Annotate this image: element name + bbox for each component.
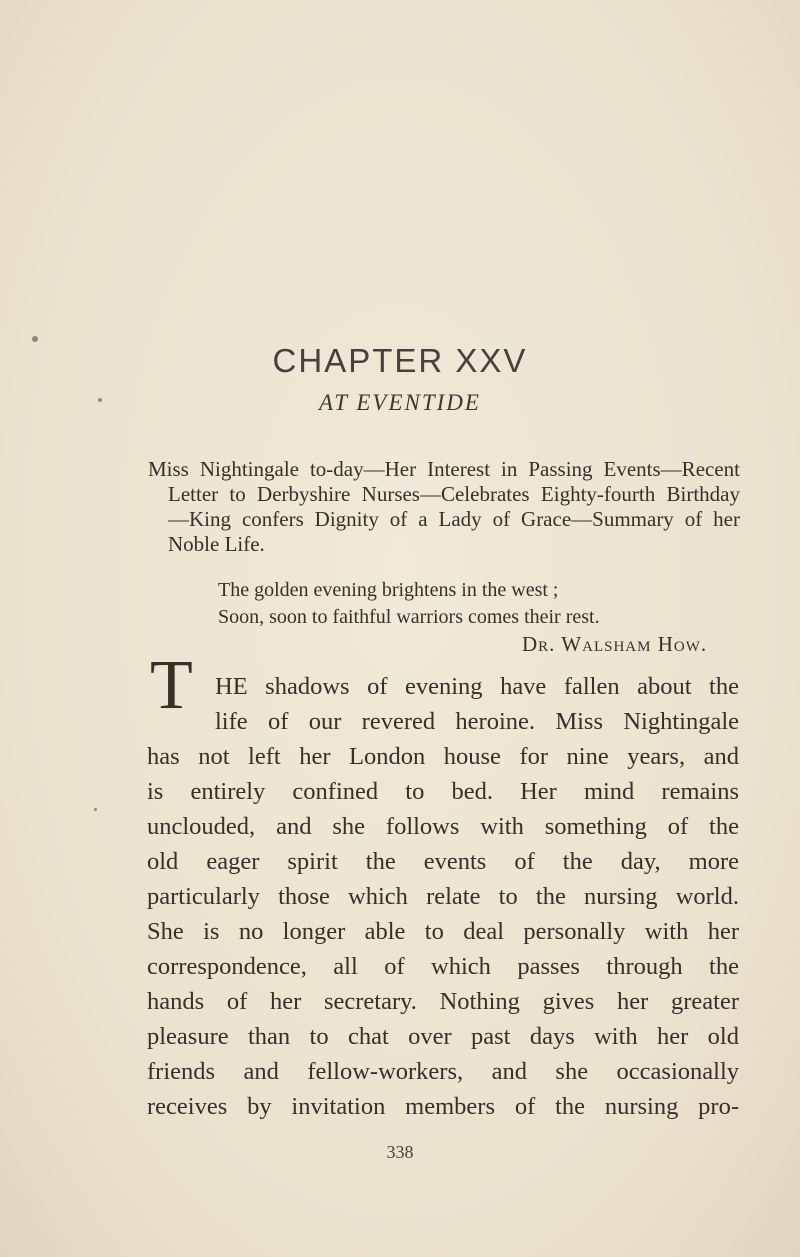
body-paragraph [147,669,739,1124]
epigraph-attribution: Dr. Walsham How. [522,632,708,656]
body-line: She is no longer able to deal personally with her [147,918,739,945]
body-line: receives by invitation members of the nursing pro- [147,1093,739,1120]
body-line: hands of her secretary. Nothing gives her greater [147,988,739,1015]
epigraph [218,577,748,631]
body-line: has not left her London house for nine years, and [147,743,739,770]
synopsis-line: Noble Life. [168,532,265,556]
chapter-title: CHAPTER XXV [272,342,528,379]
epigraph-line: The golden evening brightens in the west ; [218,579,559,601]
synopsis-line: Letter to Derbyshire Nurses—Celebrates Eighty-fourth Birthday [168,482,740,506]
paper-speck [94,808,97,811]
body-line: particularly those which relate to the nursing world. [147,883,739,910]
chapter-subtitle: AT EVENTIDE [319,390,481,415]
chapter-synopsis [148,457,740,557]
body-line: old eager spirit the events of the day, more [147,848,739,875]
body-line: is entirely confined to bed. Her mind remains [147,778,739,805]
body-line: unclouded, and she follows with something of the [147,813,739,840]
body-line: correspondence, all of which passes through the [147,953,739,980]
page-number: 338 [386,1142,414,1162]
epigraph-line: Soon, soon to faithful warriors comes their rest. [218,606,600,628]
synopsis-line: Miss Nightingale to-day—Her Interest in Passing Events—Recent [148,457,740,481]
body-line: HE shadows of evening have fallen about the [215,673,739,700]
drop-cap: T [150,647,193,724]
body-line: friends and fellow-workers, and she occasionally [147,1058,739,1085]
body-line: pleasure than to chat over past days with her old [147,1023,739,1050]
synopsis-line: —King confers Dignity of a Lady of Grace—Summary of her [168,507,740,531]
body-line: life of our revered heroine. Miss Nightingale [215,708,739,735]
